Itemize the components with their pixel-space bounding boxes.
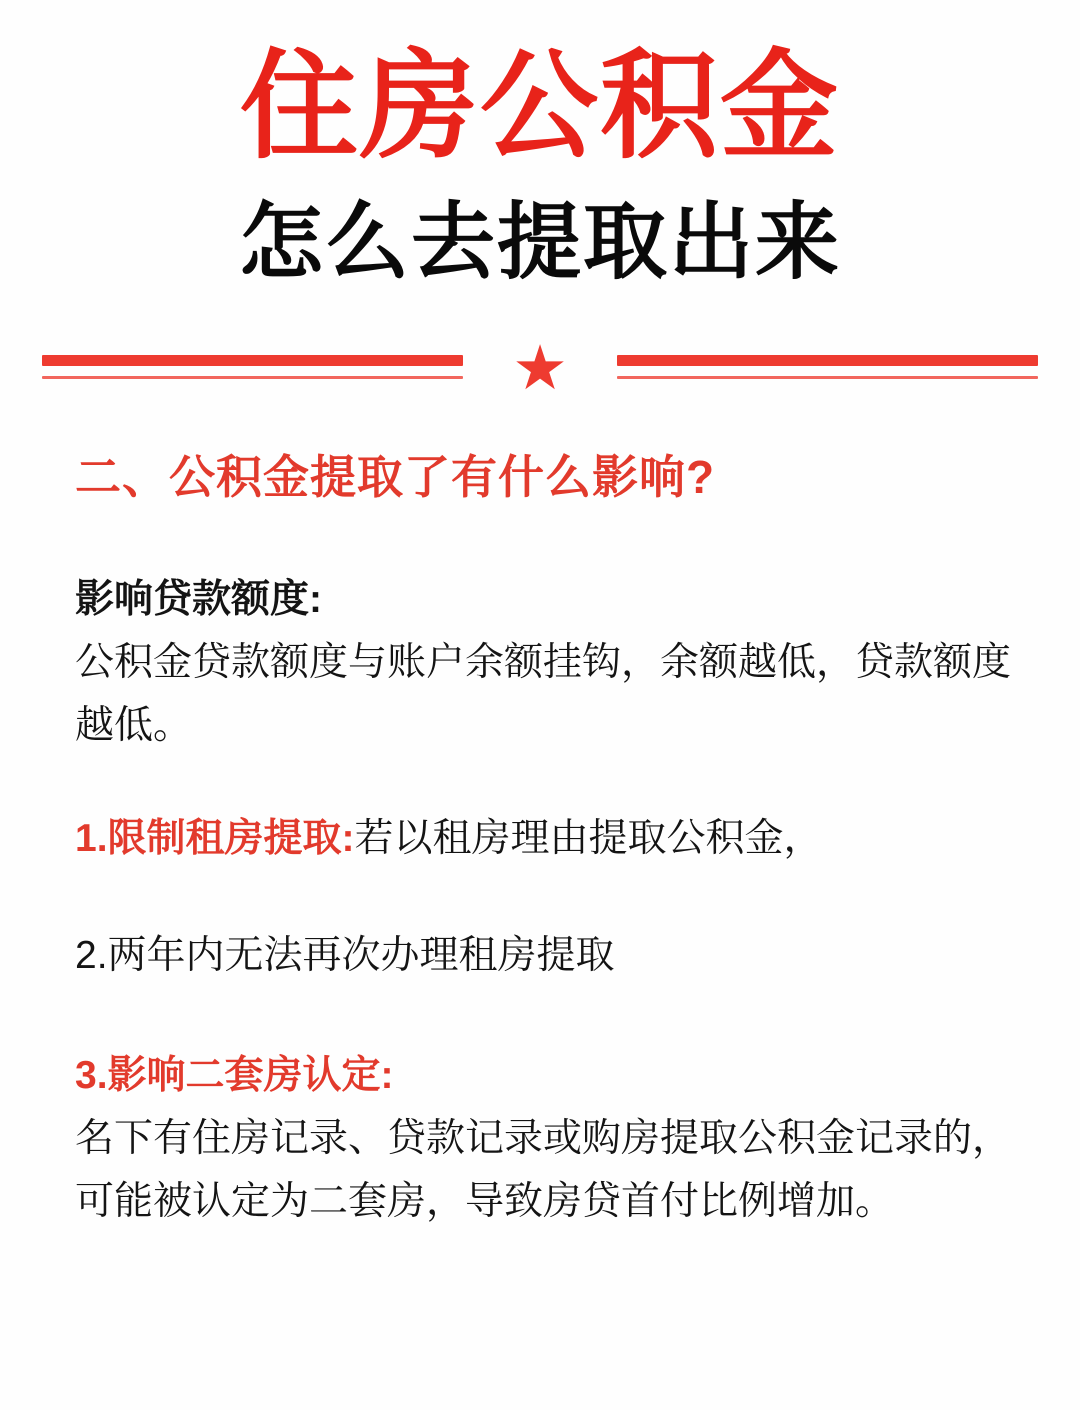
item-3-body: 名下有住房记录、贷款记录或购房提取公积金记录的，可能被认定为二套房，导致房贷首付比例增加。 <box>75 1117 1012 1223</box>
poster-content <box>0 452 1080 1233</box>
item-1-rental-restriction <box>75 807 1015 870</box>
star-icon: ★ <box>512 334 568 403</box>
divider-right-thick-bar <box>617 355 1038 366</box>
item-1-label: 1.限制租房提取: <box>75 817 355 860</box>
star-divider <box>42 334 1038 403</box>
item-1-body: 若以租房理由提取公积金， <box>354 817 823 860</box>
loan-impact-block <box>75 568 1015 757</box>
poster-header <box>0 44 1080 290</box>
divider-left-thin-line <box>42 376 463 379</box>
divider-right-lines <box>617 355 1038 379</box>
divider-left-lines <box>42 355 463 379</box>
poster-title: 住房公积金 <box>239 42 840 173</box>
divider-right-thin-line <box>617 376 1038 379</box>
item-3-second-home <box>75 1044 1015 1233</box>
section-heading: 二、公积金提取了有什么影响? <box>75 451 716 503</box>
poster-subtitle: 怎么去提取出来 <box>238 197 841 290</box>
divider-left-thick-bar <box>42 355 463 366</box>
loan-impact-label: 影响贷款额度: <box>75 578 322 621</box>
loan-impact-body: 公积金贷款额度与账户余额挂钩，余额越低，贷款额度越低。 <box>75 641 1012 747</box>
item-3-label: 3.影响二套房认定: <box>75 1054 394 1097</box>
item-2-two-year-limit: 2.两年内无法再次办理租房提取 <box>75 934 615 977</box>
